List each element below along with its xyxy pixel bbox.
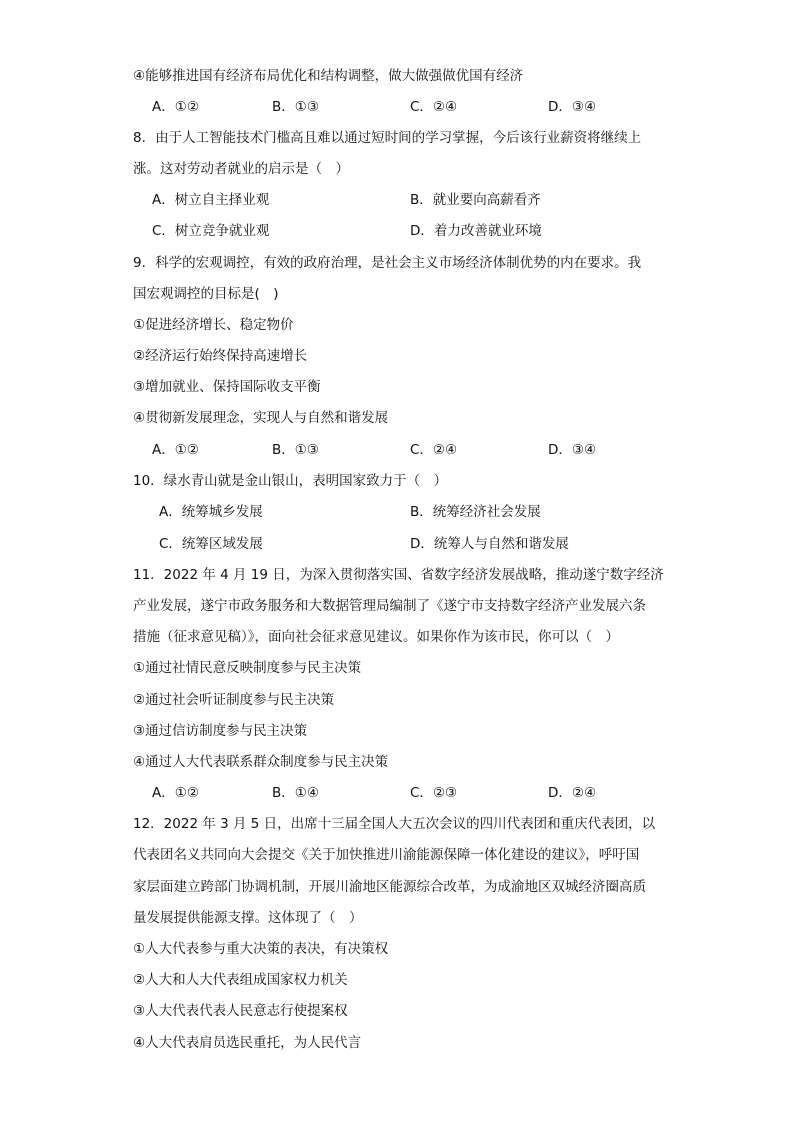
q10-options-row-2 — [159, 534, 679, 554]
q8-option-d[interactable]: D．着力改善就业环境 — [410, 223, 542, 239]
q8-options-row-2 — [152, 221, 672, 241]
q10-option-d[interactable]: D．统筹人与自然和谐发展 — [410, 536, 569, 552]
q12-statement-3: ③人大代表代表人民意志行使提案权 — [133, 1003, 348, 1019]
q11-option-a[interactable]: A．①② — [152, 785, 199, 801]
q12-stem-line-1: 12．2022 年 3 月 5 日，出席十三届全国人大五次会议的四川代表团和重庆代表团，以 — [133, 816, 656, 832]
q7-option-a[interactable]: A．①② — [152, 99, 199, 115]
q11-stem-line-1: 11．2022 年 4 月 19 日，为深入贯彻落实国、省数字经济发展战略，推动遂宁数字经济 — [133, 567, 664, 583]
q8-stem-line-2: 涨。这对劳动者就业的启示是（ ） — [133, 161, 349, 177]
q11-statement-1: ①通过社情民意反映制度参与民主决策 — [133, 660, 362, 676]
q10-option-c[interactable]: C．统筹区域发展 — [159, 536, 263, 552]
q8-option-c[interactable]: C．树立竞争就业观 — [152, 223, 270, 239]
q8-option-a[interactable]: A．树立自主择业观 — [152, 192, 270, 208]
q11-options — [152, 783, 652, 803]
q11-statement-2: ②通过社会听证制度参与民主决策 — [133, 692, 335, 708]
q11-stem-line-3: 措施（征求意见稿）》，面向社会征求意见建议。如果你作为该市民，你可以（ ） — [133, 629, 619, 645]
q12-statement-4: ④人大代表肩员选民重托，为人民代言 — [133, 1035, 362, 1051]
q10-option-b[interactable]: B．统筹经济社会发展 — [410, 504, 541, 520]
q11-option-b[interactable]: B．①④ — [272, 785, 319, 801]
q8-option-b[interactable]: B．就业要向高薪看齐 — [410, 192, 541, 208]
q11-option-d[interactable]: D．②④ — [548, 785, 597, 801]
q7-options — [152, 97, 652, 117]
q10-option-a[interactable]: A．统筹城乡发展 — [159, 504, 263, 520]
q9-option-a[interactable]: A．①② — [152, 442, 199, 458]
q12-stem-line-4: 量发展提供能源支撑。这体现了（ ） — [133, 910, 363, 926]
q12-stem-line-2: 代表团名义共同向大会提交《关于加快推进川渝能源保障一体化建设的建议》，呼吁国 — [133, 847, 640, 863]
q10-options-row-1 — [159, 502, 679, 522]
q12-stem-line-3: 家层面建立跨部门协调机制，开展川渝地区能源综合改革，为成渝地区双城经济圈高质 — [133, 879, 646, 895]
q9-stem-line-2: 国宏观调控的目标是( ) — [133, 286, 279, 302]
q8-stem-line-1: 8．由于人工智能技术门槛高且难以通过短时间的学习掌握，今后该行业薪资将继续上 — [133, 130, 642, 146]
q9-options — [152, 440, 652, 460]
q9-option-c[interactable]: C．②④ — [410, 442, 458, 458]
q9-statement-3: ③增加就业、保持国际收支平衡 — [133, 379, 321, 395]
q7-option-b[interactable]: B．①③ — [272, 99, 319, 115]
q9-statement-2: ②经济运行始终保持高速增长 — [133, 348, 308, 364]
q10-stem: 10．绿水青山就是金山银山，表明国家致力于（ ） — [133, 473, 448, 489]
q9-statement-4: ④贯彻新发展理念，实现人与自然和谐发展 — [133, 410, 389, 426]
q9-option-d[interactable]: D．③④ — [548, 442, 597, 458]
q11-statement-4: ④通过人大代表联系群众制度参与民主决策 — [133, 754, 389, 770]
q11-statement-3: ③通过信访制度参与民主决策 — [133, 723, 308, 739]
q7-option-c[interactable]: C．②④ — [410, 99, 458, 115]
q7-statement-4: ④能够推进国有经济布局优化和结构调整，做大做强做优国有经济 — [133, 68, 524, 84]
q9-statement-1: ①促进经济增长、稳定物价 — [133, 317, 294, 333]
q12-statement-2: ②人大和人大代表组成国家权力机关 — [133, 972, 348, 988]
q7-option-d[interactable]: D．③④ — [548, 99, 597, 115]
q12-statement-1: ①人大代表参与重大决策的表决，有决策权 — [133, 941, 389, 957]
q11-option-c[interactable]: C．②③ — [410, 785, 458, 801]
q9-stem-line-1: 9．科学的宏观调控，有效的政府治理，是社会主义市场经济体制优势的内在要求。我 — [133, 255, 642, 271]
q9-option-b[interactable]: B．①③ — [272, 442, 319, 458]
q11-stem-line-2: 产业发展，遂宁市政务服务和大数据管理局编制了《遂宁市支持数字经济产业发展六条 — [133, 598, 646, 614]
q8-options-row-1 — [152, 190, 672, 210]
